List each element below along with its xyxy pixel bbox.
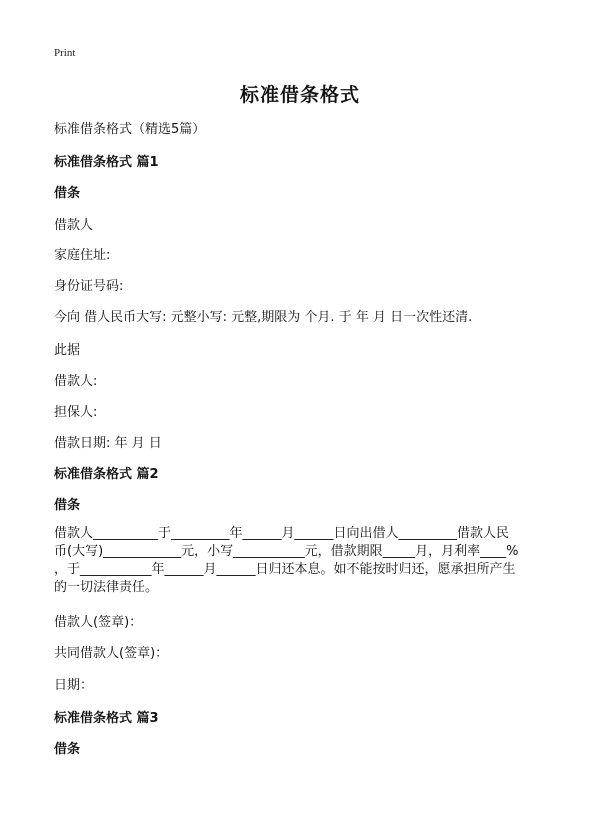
section-1-line: 借款日期: 年 月 日 <box>54 436 162 451</box>
section-3-subheading: 借条 <box>54 742 81 757</box>
paragraph-line: 借款人__________于_________年______月______日向出借人_________借款人民 <box>54 526 510 541</box>
paragraph-line: ，于___________年______月______日归还本息。如不能按时归还，愿承担所产生 <box>54 562 516 577</box>
section-1-line: 今向 借人民币大写: 元整小写: 元整,期限为 个月. 于 年 月 日一次性还清. <box>54 310 473 325</box>
paragraph-line: 的一切法律责任。 <box>54 580 159 595</box>
document-subtitle: 标准借条格式（精选5篇） <box>54 122 206 137</box>
section-1-line: 家庭住址: <box>54 248 111 263</box>
paragraph-line: 币(大写)____________元，小写___________元，借款期限_____月，月利率____% <box>54 544 519 559</box>
section-1-line: 身份证号码: <box>54 279 124 294</box>
section-2-paragraph <box>54 525 550 597</box>
section-2-subheading: 借条 <box>54 498 81 513</box>
section-1-line: 借款人: <box>54 374 98 389</box>
document-title: 标准借条格式 <box>239 84 360 106</box>
section-1-line: 借款人 <box>54 218 94 233</box>
section-2-heading: 标准借条格式 篇2 <box>54 467 159 482</box>
print-label[interactable]: Print <box>54 47 76 59</box>
section-3-heading: 标准借条格式 篇3 <box>54 711 159 726</box>
section-1-heading: 标准借条格式 篇1 <box>54 155 159 170</box>
section-1-line: 此据 <box>54 343 81 358</box>
section-2-line: 共同借款人(签章)： <box>54 646 169 661</box>
section-2-line: 借款人(签章)： <box>54 615 143 630</box>
section-1-subheading: 借条 <box>54 186 81 201</box>
section-1-line: 担保人: <box>54 405 98 420</box>
section-2-line: 日期： <box>54 678 94 693</box>
